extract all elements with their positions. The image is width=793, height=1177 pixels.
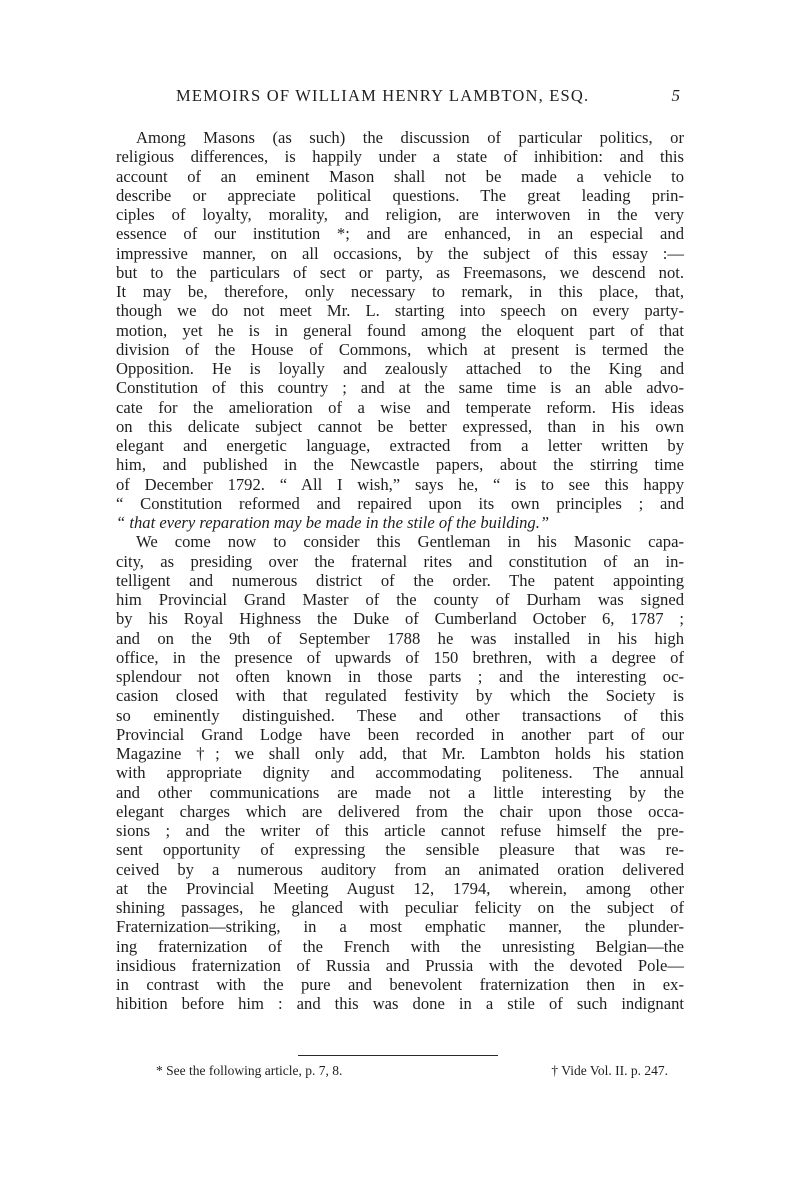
text-line-italic-quote: “ that every reparation may be made in the stile of the building.” [116, 513, 550, 532]
text-line: of December 1792. “ All I wish,” says he, “ is to see this happy [116, 474, 684, 494]
text-line: at the Provincial Meeting August 12, 1794, wherein, among other [116, 878, 684, 898]
text-line: motion, yet he is in general found among the eloquent part of that [116, 320, 684, 340]
text-line: telligent and numerous district of the order. The patent appointing [116, 570, 684, 590]
text-line: but to the particulars of sect or party, as Freemasons, we descend not. [116, 262, 684, 282]
text-line: office, in the presence of upwards of 150 brethren, with a degree of [116, 647, 684, 667]
text-line: though we do not meet Mr. L. starting into speech on every party- [116, 301, 684, 321]
text-line: insidious fraternization of Russia and Prussia with the devoted Pole— [116, 955, 684, 975]
text-line: ing fraternization of the French with the unresisting Belgian—the [116, 936, 684, 956]
text-line: It may be, therefore, only necessary to remark, in this place, that, [116, 282, 684, 301]
text-line: division of the House of Commons, which at present is termed the [116, 339, 684, 359]
text-line: We come now to consider this Gentleman in his Masonic capa- [136, 532, 684, 552]
text-line: account of an eminent Mason shall not be made a vehicle to [116, 166, 684, 186]
text-line: ciples of loyalty, morality, and religion, are interwoven in the very [116, 205, 684, 224]
text-line: splendour not often known in those parts ; and the interesting oc- [116, 667, 684, 686]
text-line: him Provincial Grand Master of the county of Durham was signed [116, 590, 684, 609]
text-line: and other communications are made not a little interesting by the [116, 782, 684, 802]
text-line: elegant and energetic language, extracted from a letter written by [116, 436, 684, 455]
text-line: Opposition. He is loyally and zealously attached to the King and [116, 359, 684, 378]
body-text [116, 128, 684, 1014]
text-line: on this delicate subject cannot be better expressed, than in his own [116, 416, 684, 436]
text-line: ceived by a numerous auditory from an animated oration delivered [116, 859, 684, 879]
text-line: him, and published in the Newcastle papers, about the stirring time [116, 455, 684, 475]
text-line: Magazine †; we shall only add, that Mr. Lambton holds his station [116, 744, 684, 763]
text-line: Provincial Grand Lodge have been recorded in another part of our [116, 724, 684, 744]
text-line: essence of our institution *; and are enhanced, in an especial and [116, 224, 684, 244]
text-line: with appropriate dignity and accommodating politeness. The annual [116, 763, 684, 783]
footnote-asterisk: * See the following article, p. 7, 8. [156, 1063, 343, 1078]
footnote-divider [298, 1055, 498, 1056]
text-line: by his Royal Highness the Duke of Cumberland October 6, 1787 ; [116, 609, 684, 629]
text-line: sions ; and the writer of this article cannot refuse himself the pre- [116, 821, 684, 840]
text-line: Constitution of this country ; and at the same time is an able advo- [116, 378, 684, 398]
text-line: sent opportunity of expressing the sensible pleasure that was re- [116, 840, 684, 860]
text-line: cate for the amelioration of a wise and temperate reform. His ideas [116, 397, 684, 417]
page-header [120, 86, 680, 110]
footnote-dagger: † Vide Vol. II. p. 247. [551, 1063, 668, 1078]
text-line: describe or appreciate political questions. The great leading prin- [116, 185, 684, 205]
text-line: Among Masons (as such) the discussion of particular politics, or [136, 128, 684, 147]
text-line: shining passages, he glanced with peculiar felicity on the subject of [116, 898, 684, 917]
text-line: religious differences, is happily under a state of inhibition: and this [116, 147, 684, 167]
text-line: in contrast with the pure and benevolent fraternization then in ex- [116, 975, 684, 994]
page-number: 5 [671, 86, 680, 105]
text-line: city, as presiding over the fraternal rites and constitution of an in- [116, 551, 684, 571]
text-line: Fraternization—striking, in a most emphatic manner, the plunder- [116, 917, 684, 937]
text-line: so eminently distinguished. These and other transactions of this [116, 705, 684, 725]
text-line: elegant charges which are delivered from the chair upon those occa- [116, 801, 684, 821]
text-line: and on the 9th of September 1788 he was installed in his high [116, 628, 684, 648]
text-line: hibition before him : and this was done in a stile of such indignant [116, 994, 684, 1014]
text-line: “ Constitution reformed and repaired upon its own principles ; and [116, 493, 684, 513]
footnotes [148, 1063, 668, 1085]
text-line: impressive manner, on all occasions, by the subject of this essay :— [116, 243, 684, 263]
running-title: MEMOIRS OF WILLIAM HENRY LAMBTON, ESQ. [176, 86, 590, 105]
text-line: casion closed with that regulated festivity by which the Society is [116, 686, 684, 706]
